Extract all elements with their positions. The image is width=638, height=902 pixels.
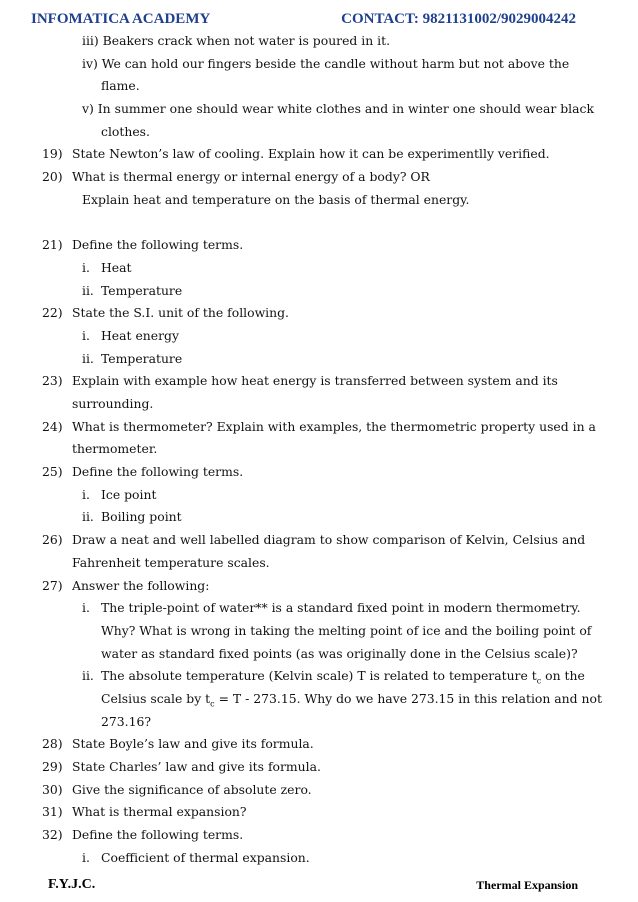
sub-item-text: Ice point: [101, 486, 157, 502]
subscript-c: c: [536, 676, 542, 686]
question-number: 27): [42, 577, 63, 593]
question-text: Give the significance of absolute zero.: [72, 781, 312, 797]
list-item: [0, 30, 638, 53]
question-number: 31): [42, 804, 63, 820]
roman-numeral: i.: [82, 327, 90, 343]
question-text: State the S.I. unit of the following.: [72, 305, 289, 321]
question-number: 23): [42, 373, 63, 389]
question-number: 28): [42, 736, 63, 752]
question-29: [0, 756, 638, 779]
text-part: on the: [541, 668, 585, 684]
roman-numeral: i.: [82, 849, 90, 865]
question-number: 29): [42, 759, 63, 774]
text-part: Celsius scale by t: [101, 690, 211, 706]
sub-item-text: water as standard fixed points (as was originally done in the Celsius scale)?: [101, 645, 578, 661]
question-continuation: [0, 552, 638, 575]
question-number: 26): [42, 532, 63, 548]
sub-item-text: Heat: [101, 259, 132, 275]
roman-numeral: ii.: [82, 282, 94, 298]
question-19: [0, 143, 638, 166]
question-28: [0, 733, 638, 756]
question-text: Define the following terms.: [72, 237, 244, 253]
roman-numeral: ii.: [82, 509, 94, 525]
answer-line: clothes.: [101, 123, 150, 139]
question-continuation: [0, 189, 638, 212]
question-continuation: [0, 438, 638, 461]
question-27: [0, 575, 638, 598]
header-contact: CONTACT: 9821131002/9029004242: [341, 11, 576, 27]
sub-item-continuation: [0, 643, 638, 666]
sub-item: [0, 484, 638, 507]
roman-numeral: ii.: [82, 350, 94, 366]
question-text: Explain with example how heat energy is transferred between system and its: [72, 373, 558, 389]
question-20: [0, 166, 638, 189]
question-number: 25): [42, 464, 63, 480]
sub-item: [0, 348, 638, 371]
sub-item-text: Temperature: [101, 282, 183, 298]
spacer: [0, 212, 638, 235]
sub-item: [0, 257, 638, 280]
sub-item-text: Why? What is wrong in taking the melting point of ice and the boiling point of: [101, 622, 592, 638]
sub-item: [0, 597, 638, 620]
question-text: What is thermal energy or internal energy of a body? OR: [72, 169, 430, 185]
question-text: State Boyle’s law and give its formula.: [72, 736, 314, 752]
question-text: Define the following terms.: [72, 827, 244, 843]
question-text: Draw a neat and well labelled diagram to show comparison of Kelvin, Celsius and: [72, 532, 586, 548]
question-number: 22): [42, 305, 63, 321]
sub-item: [0, 280, 638, 303]
sub-item-continuation: [0, 620, 638, 643]
question-text: thermometer.: [72, 441, 158, 457]
question-text: What is thermal expansion?: [72, 804, 247, 820]
header-academy-name: INFOMATICA ACADEMY: [31, 11, 211, 27]
roman-numeral: i.: [82, 259, 90, 275]
question-number: 19): [42, 146, 63, 162]
question-text: Fahrenheit temperature scales.: [72, 554, 270, 570]
sub-item-continuation: [0, 711, 638, 734]
question-30: [0, 779, 638, 802]
sub-item: [0, 665, 638, 688]
text-part: The absolute temperature (Kelvin scale) T is related to temperature t: [101, 668, 537, 684]
question-number: 20): [42, 169, 63, 185]
answer-line: flame.: [101, 78, 140, 94]
question-number: 32): [42, 827, 63, 843]
sub-item-text: Temperature: [101, 350, 183, 366]
footer-class-label: F.Y.J.C.: [48, 877, 96, 892]
sub-item-text: 273.16?: [101, 713, 151, 729]
subscript-c: c: [210, 699, 215, 709]
question-text: Explain heat and temperature on the basis of thermal energy.: [82, 191, 470, 207]
answer-line: iii) Beakers crack when not water is poured in it.: [82, 33, 391, 48]
list-item: [0, 53, 638, 76]
sub-item-text: Heat energy: [101, 327, 179, 343]
question-text: State Newton’s law of cooling. Explain how it can be experimentlly verified.: [72, 146, 550, 162]
question-23: [0, 370, 638, 393]
text-part: = T - 273.15. Why do we have 273.15 in this relation and not: [214, 690, 602, 706]
question-text: Answer the following:: [72, 577, 210, 593]
question-24: [0, 416, 638, 439]
question-21: [0, 234, 638, 257]
question-number: 21): [42, 237, 63, 253]
question-continuation: [0, 393, 638, 416]
question-text: State Charles’ law and give its formula.: [72, 759, 321, 774]
sub-item-continuation: [0, 688, 638, 711]
question-text: surrounding.: [72, 396, 154, 411]
question-list: [0, 30, 638, 869]
question-31: [0, 801, 638, 824]
list-item: [0, 121, 638, 144]
sub-item-text: The triple-point of water** is a standard fixed point in modern thermometry.: [101, 600, 581, 616]
question-22: [0, 302, 638, 325]
roman-numeral: ii.: [82, 668, 94, 684]
question-number: 24): [42, 418, 63, 434]
answer-line: iv) We can hold our fingers beside the candle without harm but not above the: [82, 55, 570, 71]
question-26: [0, 529, 638, 552]
roman-numeral: i.: [82, 486, 90, 502]
list-item: [0, 98, 638, 121]
sub-item: [0, 506, 638, 529]
question-text: Define the following terms.: [72, 464, 244, 480]
sub-item: [0, 847, 638, 870]
sub-item-text: Boiling point: [101, 509, 182, 525]
question-text: What is thermometer? Explain with examples, the thermometric property used in a: [72, 418, 596, 434]
question-25: [0, 461, 638, 484]
sub-item: [0, 325, 638, 348]
question-32: [0, 824, 638, 847]
sub-item-text: Coefficient of thermal expansion.: [101, 849, 310, 865]
list-item: [0, 75, 638, 98]
answer-line: v) In summer one should wear white clothes and in winter one should wear black: [82, 101, 594, 117]
roman-numeral: i.: [82, 600, 90, 616]
footer-chapter-title: Thermal Expansion: [476, 878, 578, 892]
question-number: 30): [42, 781, 63, 797]
